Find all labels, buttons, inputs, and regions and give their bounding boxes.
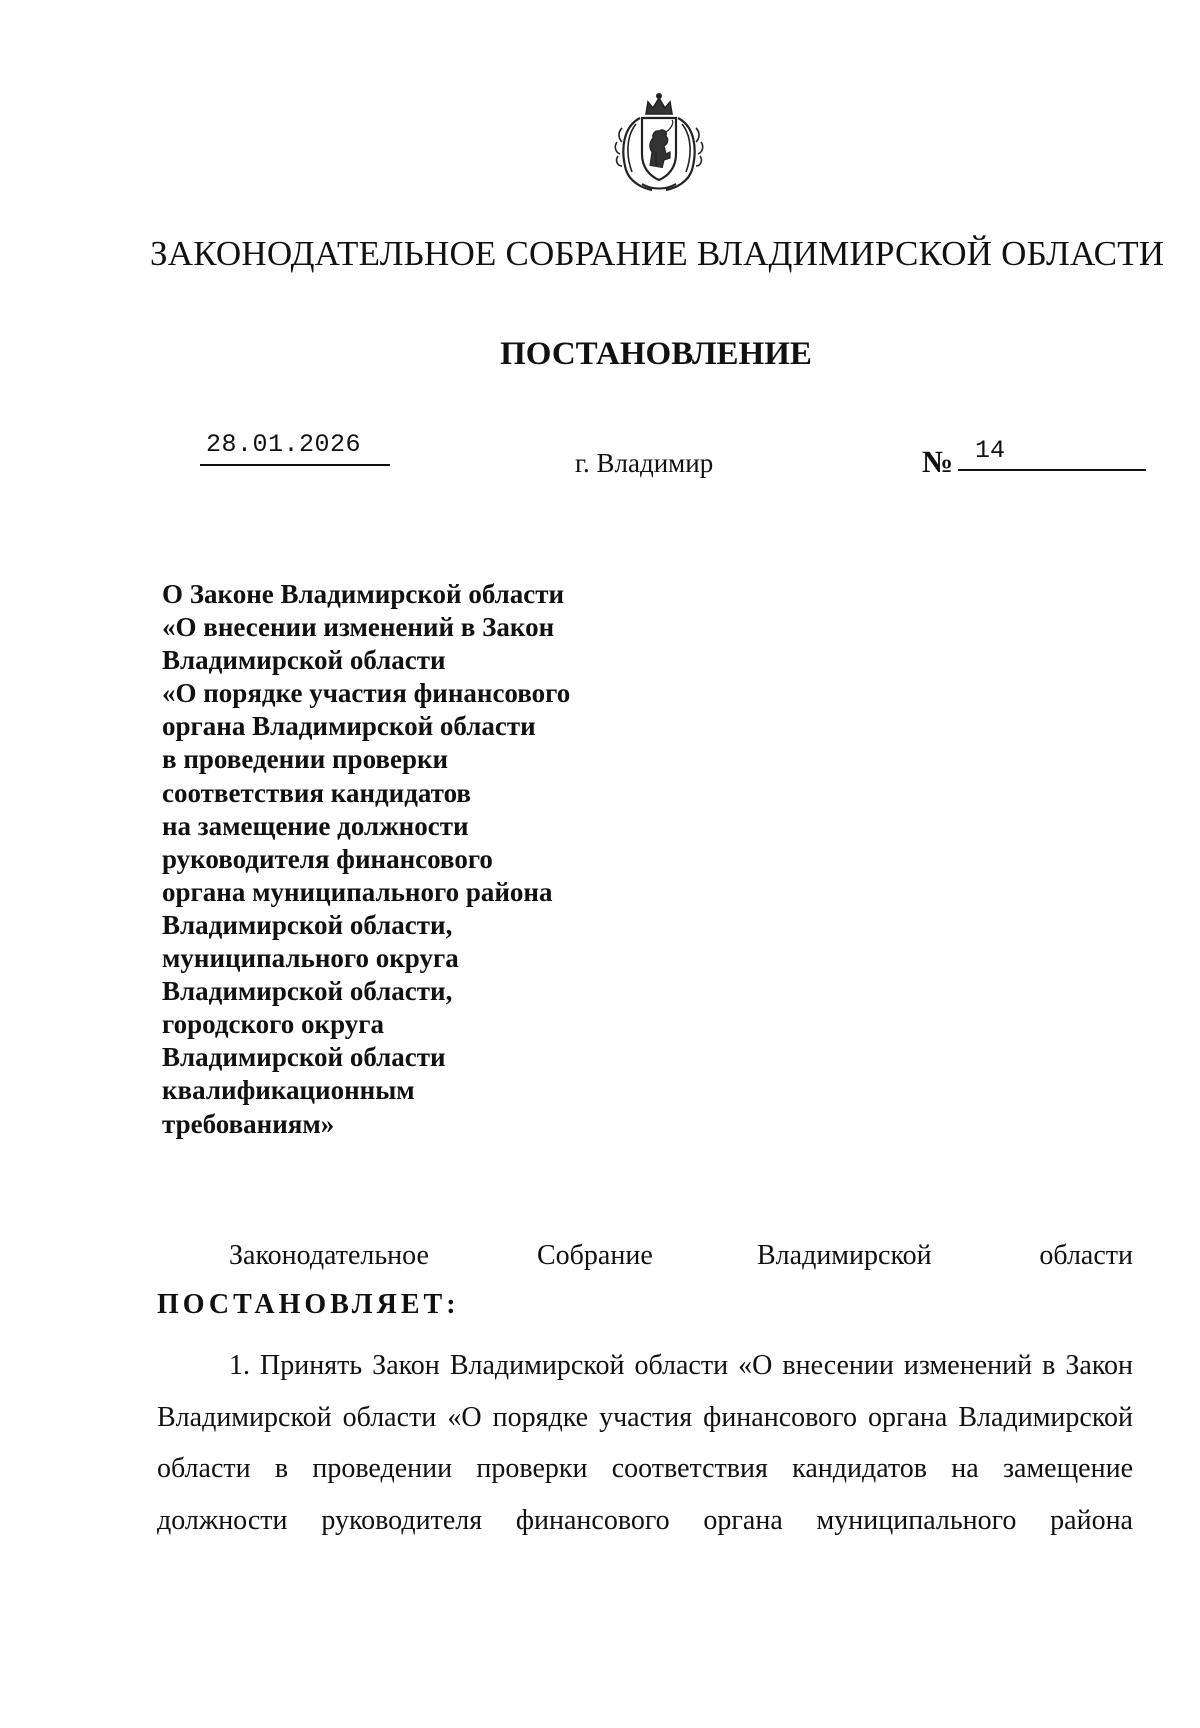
coat-of-arms-icon: [612, 92, 706, 194]
decree-word: Владимирской: [757, 1240, 932, 1271]
paragraph-line: Владимирской области «О порядке участия финансового органа Владимирской: [157, 1401, 1133, 1433]
decree-word: Собрание: [537, 1240, 653, 1271]
subject-heading: [162, 578, 682, 1141]
paragraph-1: [157, 1340, 1133, 1546]
subject-line: городского округа: [162, 1009, 384, 1040]
document-type-title: ПОСТАНОВЛЕНИЕ: [500, 336, 812, 372]
paragraph-line: должности руководителя финансового органа муниципального района: [157, 1504, 1133, 1536]
subject-line: на замещение должности: [162, 810, 469, 841]
number-sign: №: [922, 444, 954, 479]
document-date: 28.01.2026: [206, 430, 362, 459]
subject-line: в проведении проверки: [162, 744, 449, 775]
date-underline: [200, 464, 390, 466]
subject-line: «О внесении изменений в Закон: [162, 612, 555, 643]
decree-intro: [157, 1240, 1135, 1280]
decree-word: области: [1039, 1240, 1133, 1271]
subject-line: О Законе Владимирской области: [162, 579, 565, 609]
subject-line: Владимирской области,: [162, 909, 453, 940]
subject-line: Владимирской области: [162, 1042, 446, 1073]
paragraph-line: 1. Принять Закон Владимирской области «О внесении изменений в Закон: [229, 1350, 1133, 1381]
decrees-heading: ПОСТАНОВЛЯЕТ:: [157, 1289, 460, 1320]
subject-line: органа Владимирской области: [162, 711, 536, 742]
subject-line: требованиям»: [162, 1108, 335, 1139]
assembly-name: ЗАКОНОДАТЕЛЬНОЕ СОБРАНИЕ ВЛАДИМИРСКОЙ ОБЛАСТИ: [150, 234, 1165, 273]
number-underline: [958, 469, 1146, 471]
subject-line: «О порядке участия финансового: [162, 678, 571, 709]
document-city: г. Владимир: [575, 448, 714, 478]
subject-line: Владимирской области: [162, 645, 446, 676]
subject-line: органа муниципального района: [162, 876, 553, 907]
subject-line: муниципального округа: [162, 943, 459, 974]
decree-word: Законодательное: [229, 1240, 429, 1271]
subject-line: соответствия кандидатов: [162, 777, 471, 808]
subject-line: квалификационным: [162, 1075, 415, 1106]
paragraph-line: области в проведении проверки соответствия кандидатов на замещение: [157, 1453, 1133, 1484]
subject-line: руководителя финансового: [162, 843, 493, 874]
document-number: 14: [975, 436, 1006, 465]
subject-line: Владимирской области,: [162, 976, 453, 1007]
